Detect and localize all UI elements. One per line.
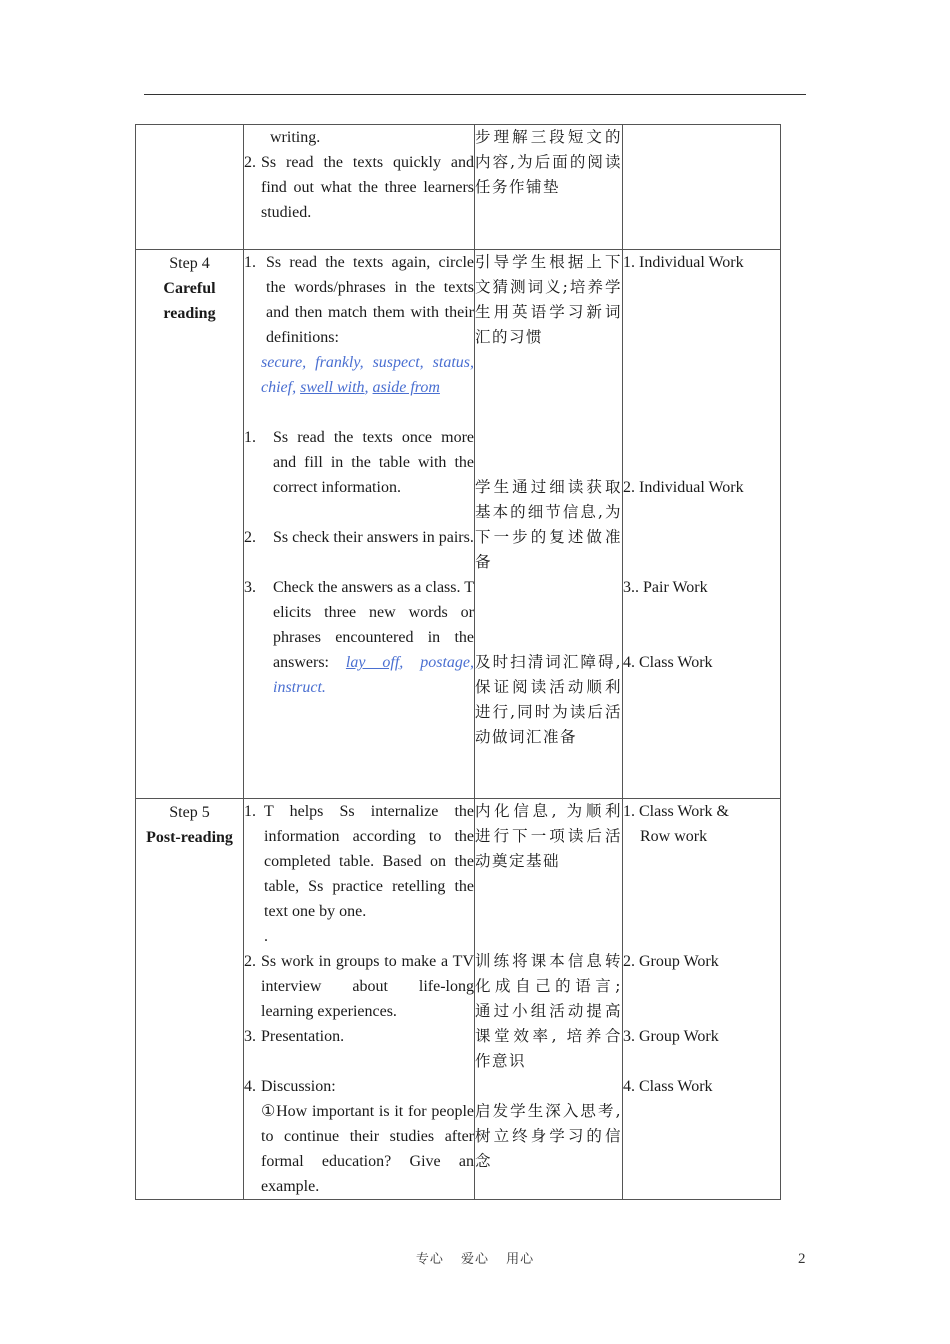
page-footer: 专心 爱心 用心 [415, 1252, 535, 1267]
step-cell [136, 799, 244, 1200]
form-item: 2. Group Work [623, 953, 719, 970]
procedure-cell [244, 250, 475, 799]
procedure-item: 2. Ss check their answers in pairs. [244, 529, 474, 546]
procedure-item: 1. Ss read the texts once more and fill in the table with the correct information. [244, 429, 474, 496]
form-item: 4. Class Work [623, 654, 713, 671]
procedure-item: 2. Ss read the texts quickly and find out what the three learners studied. [244, 154, 474, 221]
page-number: 2 [798, 1251, 806, 1267]
procedure-item: 3. Presentation. [244, 1028, 345, 1045]
discussion-question: ①How important is it for people to continue their studies after formal education? Give an example. [261, 1103, 474, 1195]
form-cell [623, 799, 781, 1200]
step-title: Post-reading [146, 829, 233, 846]
form-cell [623, 250, 781, 799]
step-title: reading [163, 305, 216, 322]
form-cell [623, 125, 781, 250]
step-label: Step 4 [169, 255, 210, 272]
step-cell [136, 250, 244, 799]
aim-text: 步理解三段短文的内容,为后面的阅读任务作铺垫 [475, 128, 622, 196]
aim-cell [475, 250, 623, 799]
table-row [136, 250, 781, 799]
header-rule [144, 94, 806, 95]
form-item: 1. Class Work & [623, 803, 729, 820]
aim-text: 训练将课本信息转化成自己的语言; 通过小组活动提高课堂效率, 培养合作意识 [475, 952, 622, 1070]
table-row [136, 799, 781, 1200]
aim-cell [475, 125, 623, 250]
procedure-cell [244, 125, 475, 250]
lesson-plan-table [135, 124, 781, 1200]
form-item: 1. Individual Work [623, 254, 744, 271]
form-item: Row work [640, 828, 708, 845]
form-item: 3.. Pair Work [623, 579, 708, 596]
aim-text: 引导学生根据上下文猜测词义;培养学生用英语学习新词汇的习惯 [475, 253, 622, 346]
procedure-item: 2. Ss work in groups to make a TV interview about life-long learning experiences. [244, 953, 474, 1020]
aim-text: 学生通过细读获取基本的细节信息,为下一步的复述做准备 [475, 478, 622, 571]
table-row [136, 125, 781, 250]
procedure-item: 4. Discussion: ①How important is it for people to continue their studies after formal education? Give an example. [244, 1074, 474, 1199]
aim-cell [475, 799, 623, 1200]
procedure-cell [244, 799, 475, 1200]
form-item: 2. Individual Work [623, 479, 744, 496]
step-title: Careful [163, 280, 216, 297]
procedure-item: 3. Check the answers as a class. T elicits three new words or phrases encountered in the answers: lay off, postage, instruct. [244, 579, 475, 696]
procedure-continuation: writing. [270, 129, 321, 146]
step-cell [136, 125, 244, 250]
step-label: Step 5 [169, 804, 210, 821]
procedure-item: 1. T helps Ss internalize the information according to the completed table. Based on the table, Ss practice retelling the text one by one. . [244, 803, 474, 945]
form-item: 3. Group Work [623, 1028, 719, 1045]
aim-text: 及时扫清词汇障碍, 保证阅读活动顺利进行,同时为读后活动做词汇准备 [475, 653, 622, 746]
aim-text: 启发学生深入思考, 树立终身学习的信念 [475, 1102, 622, 1170]
form-item: 4. Class Work [623, 1078, 713, 1095]
aim-text: 内化信息, 为顺利进行下一项读后活动奠定基础 [475, 802, 622, 870]
procedure-item: 1. Ss read the texts again, circle the words/phrases in the texts and then match them with their definitions: secure, frankly, suspect, status, chief, swell with, aside from [244, 250, 474, 400]
vocabulary-words: secure, frankly, suspect, status, chief, swell with, aside from [261, 354, 475, 396]
